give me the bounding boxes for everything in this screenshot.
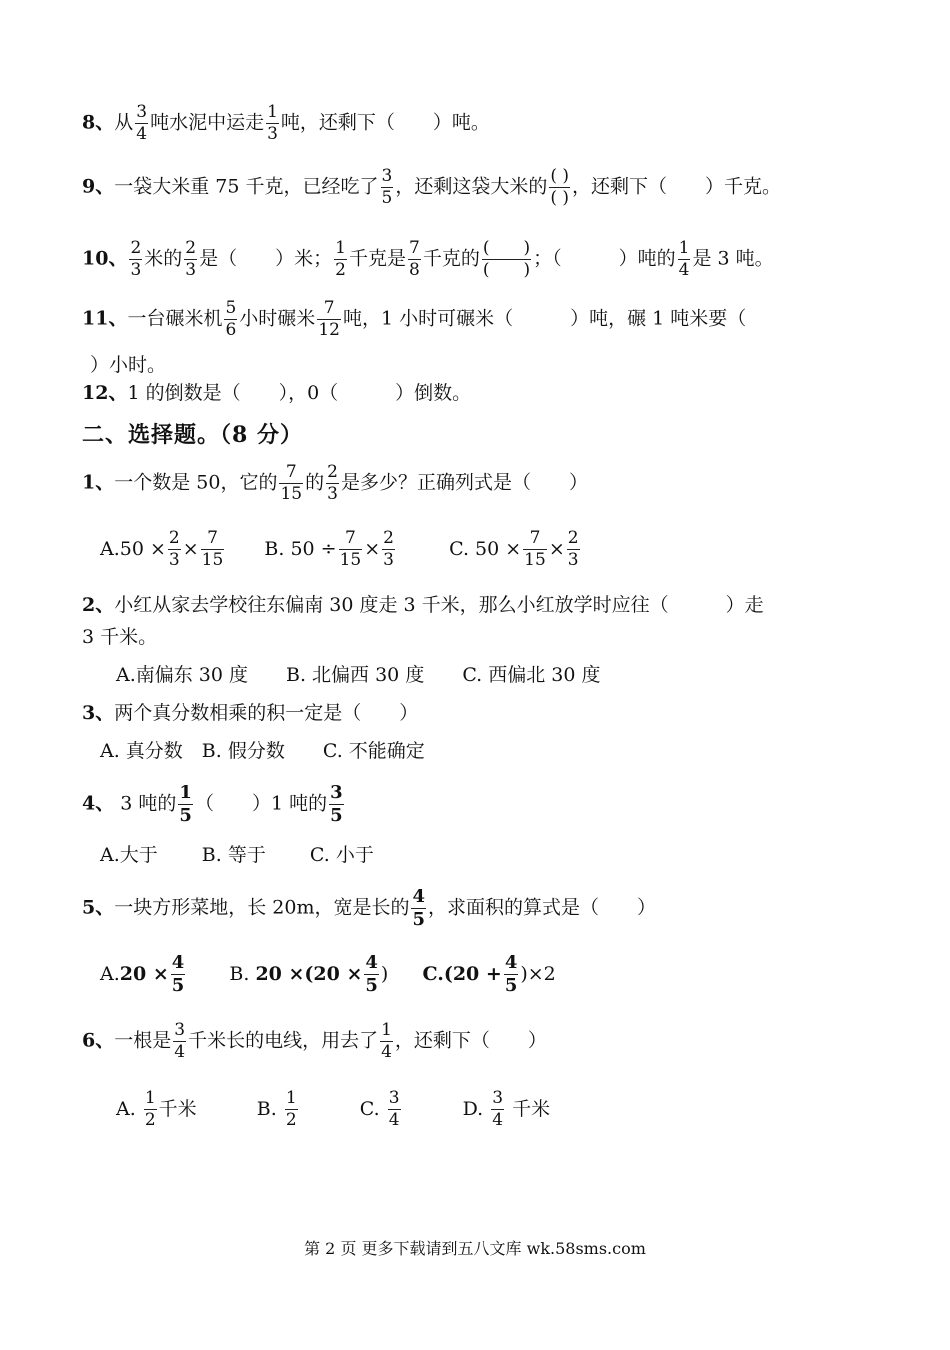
fraction	[329, 784, 344, 825]
choice-options	[116, 1090, 550, 1129]
numerator: 2	[130, 238, 142, 258]
question-text: 是 3 吨。	[692, 247, 774, 270]
fraction	[173, 1022, 186, 1061]
denominator: 3	[168, 550, 180, 570]
question-text: 千克是	[348, 247, 406, 270]
fraction	[523, 530, 547, 569]
expression: 20 ×(20 ×	[255, 962, 363, 985]
question-number: 4、	[82, 792, 115, 815]
question-text: 是（ ）米；	[199, 247, 333, 270]
fraction	[201, 530, 225, 569]
fraction	[388, 1090, 401, 1129]
choice-options	[100, 846, 374, 865]
question-text: 从	[114, 111, 134, 134]
option-label: C.	[359, 1097, 380, 1120]
numerator: 3	[492, 1088, 504, 1108]
denominator: 2	[144, 1110, 156, 1130]
fraction	[317, 300, 341, 339]
expression: ×	[548, 537, 565, 560]
numerator: 7	[317, 300, 341, 320]
numerator: 3	[388, 1088, 400, 1108]
denominator: ( )	[550, 188, 570, 208]
denominator: 4	[678, 260, 690, 280]
question-text: 吨，还剩下（ ）吨。	[280, 111, 490, 134]
options-text: A. 真分数 B. 假分数 C. 不能确定	[100, 740, 425, 762]
expression: 50 ÷	[290, 537, 337, 560]
denominator: 2	[335, 260, 346, 280]
fraction	[326, 464, 339, 503]
option-label: D.	[462, 1097, 484, 1120]
fraction	[178, 784, 193, 825]
numerator: 1	[144, 1088, 156, 1108]
question-text: 小红从家去学校往东偏南 30 度走 3 千米，那么小红放学时应往（ ）走	[114, 594, 764, 616]
choice-question-3	[82, 704, 418, 723]
denominator: 5	[365, 975, 378, 996]
fraction	[279, 464, 303, 503]
question-text: 一块方形菜地，长 20m，宽是长的	[114, 896, 410, 919]
choice-question-6	[82, 1022, 547, 1061]
question-10	[82, 240, 774, 279]
denominator: 4	[174, 1042, 186, 1062]
numerator: 1	[335, 238, 346, 258]
option-label: B.	[229, 962, 250, 985]
numerator: 2	[383, 528, 394, 548]
numerator: 1	[381, 1020, 392, 1040]
question-text: 3 千米。	[82, 626, 158, 648]
option-c	[359, 1088, 403, 1130]
denominator: 4	[381, 1042, 392, 1062]
question-number: 9、	[82, 175, 115, 198]
option-a	[100, 952, 187, 996]
option-d	[462, 1088, 551, 1130]
question-number: 2、	[82, 594, 115, 616]
question-text: 吨水泥中运走	[150, 111, 265, 134]
expression: )	[380, 962, 389, 985]
numerator: 4	[365, 952, 378, 973]
choice-question-2-continued	[82, 628, 157, 647]
numerator: 7	[279, 464, 303, 484]
numerator: 4	[171, 952, 185, 973]
denominator: 5	[412, 909, 425, 930]
question-11-continued	[90, 356, 166, 375]
numerator: 2	[168, 528, 180, 548]
numerator: 7	[523, 530, 547, 550]
numerator: 1	[678, 238, 690, 258]
option-a	[100, 528, 226, 570]
choice-question-1	[82, 464, 588, 503]
option-label: A.	[116, 1097, 136, 1120]
option-a	[116, 1088, 197, 1130]
question-number: 5、	[82, 896, 115, 919]
option-c	[449, 528, 581, 570]
option-label: B.	[264, 537, 285, 560]
question-number: 6、	[82, 1029, 115, 1052]
options-text: A.南偏东 30 度 B. 北偏西 30 度 C. 西偏北 30 度	[116, 664, 601, 686]
fraction	[339, 530, 363, 569]
fraction	[168, 530, 181, 569]
page-footer: 第 2 页 更多下载请到五八文库 wk.58sms.com	[304, 1239, 646, 1258]
blank-fraction	[549, 168, 570, 207]
numerator: 7	[408, 238, 420, 258]
question-text: 一台碾米机	[127, 307, 223, 330]
fraction	[504, 954, 519, 995]
choice-question-4	[82, 784, 346, 825]
numerator: 5	[225, 298, 237, 318]
question-text: ，还剩这袋大米的	[395, 175, 548, 198]
numerator: 4	[504, 952, 518, 973]
numerator: 3	[136, 102, 148, 122]
fraction	[491, 1090, 504, 1129]
fraction	[171, 954, 186, 995]
denominator: 8	[408, 260, 420, 280]
question-text: 是多少？正确列式是（ ）	[340, 471, 588, 494]
choice-options	[100, 954, 556, 995]
question-text: 1 的倒数是（ ），0（ ）倒数。	[127, 382, 472, 404]
choice-question-2	[82, 596, 764, 615]
denominator: 5	[330, 805, 343, 826]
expression: 50 ×	[119, 537, 166, 560]
numerator: 2	[327, 462, 338, 482]
fraction	[285, 1090, 298, 1129]
fraction	[382, 530, 395, 569]
question-text: 吨，1 小时可碾米（ ）吨，碾 1 吨米要（	[342, 307, 747, 330]
question-text: 3 吨的	[114, 792, 177, 815]
numerator: ( )	[482, 238, 531, 258]
fraction	[129, 240, 142, 279]
fraction	[135, 104, 148, 143]
options-text: A.大于 B. 等于 C. 小于	[100, 844, 374, 866]
denominator: 15	[339, 550, 362, 570]
denominator: 4	[388, 1110, 400, 1130]
question-text: ，求面积的算式是（ ）	[428, 896, 657, 919]
denominator: 12	[318, 320, 340, 340]
numerator: 2	[567, 528, 579, 548]
unit: 千米	[512, 1097, 551, 1120]
question-text: 一袋大米重 75 千克，已经吃了	[114, 175, 379, 198]
denominator: 3	[130, 260, 142, 280]
expression: 20 ×	[119, 962, 169, 985]
expression: ×	[364, 537, 381, 560]
denominator: 3	[327, 484, 338, 504]
numerator: 2	[185, 238, 197, 258]
question-9	[82, 168, 781, 207]
choice-question-5	[82, 888, 656, 929]
option-label: B.	[256, 1097, 277, 1120]
question-text: 小时碾米	[239, 307, 316, 330]
option-c	[422, 952, 556, 996]
fraction	[364, 954, 379, 995]
denominator: 15	[524, 550, 546, 570]
expression: 50 ×	[475, 537, 522, 560]
question-number: 3、	[82, 702, 115, 724]
question-text: 米的	[144, 247, 183, 270]
question-number: 11、	[82, 307, 128, 330]
question-text: 千米长的电线，用去了	[188, 1029, 379, 1052]
denominator: 15	[280, 484, 303, 504]
option-b	[264, 528, 397, 570]
numerator: 1	[267, 102, 278, 122]
denominator: 4	[136, 124, 148, 144]
choice-options	[100, 530, 582, 569]
expression: )×2	[520, 962, 556, 985]
option-label: A.	[100, 962, 120, 985]
fraction	[411, 888, 426, 929]
question-text: 千克的	[422, 247, 480, 270]
fraction	[408, 240, 421, 279]
denominator: 6	[225, 320, 237, 340]
option-label: A.	[100, 537, 120, 560]
numerator: ( )	[550, 166, 570, 186]
numerator: 4	[412, 886, 425, 907]
section-title: 二、选择题。（8 分）	[82, 422, 303, 448]
fraction	[224, 300, 237, 339]
unit: 千米	[158, 1097, 197, 1120]
option-b	[229, 952, 389, 996]
question-11	[82, 300, 746, 339]
denominator: 3	[267, 124, 278, 144]
question-text: ）小时。	[90, 354, 167, 376]
denominator: 4	[492, 1110, 504, 1130]
question-text: ，还剩下（ ）	[394, 1029, 547, 1052]
question-text: ，还剩下（ ）千克。	[572, 175, 782, 198]
question-text: 的	[305, 471, 325, 494]
denominator: 3	[185, 260, 197, 280]
question-text: 一个数是 50，它的	[114, 471, 278, 494]
fraction	[567, 530, 580, 569]
fraction	[678, 240, 691, 279]
denominator: 15	[201, 550, 224, 570]
blank-fraction	[482, 240, 531, 279]
option-label: C.	[449, 537, 469, 560]
question-number: 1、	[82, 471, 115, 494]
question-text: （ ）1 吨的	[194, 792, 328, 815]
denominator: 5	[179, 805, 192, 826]
question-text: ；（ ）吨的	[533, 247, 676, 270]
fraction	[380, 1022, 393, 1061]
fraction	[334, 240, 347, 279]
choice-options	[116, 666, 601, 685]
numerator: 3	[381, 166, 393, 186]
numerator: 7	[201, 530, 225, 550]
numerator: 1	[179, 782, 192, 803]
question-number: 8、	[82, 111, 115, 134]
question-text: 一根是	[114, 1029, 172, 1052]
fraction	[381, 168, 394, 207]
numerator: 3	[174, 1020, 186, 1040]
expression: ×	[182, 537, 199, 560]
denominator: 5	[381, 188, 393, 208]
choice-options	[100, 742, 425, 761]
numerator: 1	[285, 1088, 297, 1108]
denominator: 3	[383, 550, 394, 570]
denominator: 5	[171, 975, 185, 996]
question-number: 12、	[82, 382, 128, 404]
question-12	[82, 384, 471, 403]
question-number: 10、	[82, 247, 128, 270]
numerator: 7	[339, 530, 363, 550]
fraction	[144, 1090, 157, 1129]
fraction	[184, 240, 197, 279]
denominator: 3	[567, 550, 579, 570]
question-8	[82, 104, 490, 143]
numerator: 3	[330, 782, 343, 803]
question-text: 两个真分数相乘的积一定是（ ）	[114, 702, 419, 724]
fraction	[266, 104, 279, 143]
expression: C.(20 +	[422, 962, 502, 985]
option-b	[256, 1088, 300, 1130]
denominator: 5	[504, 975, 518, 996]
denominator: ( )	[482, 260, 531, 280]
denominator: 2	[285, 1110, 297, 1130]
